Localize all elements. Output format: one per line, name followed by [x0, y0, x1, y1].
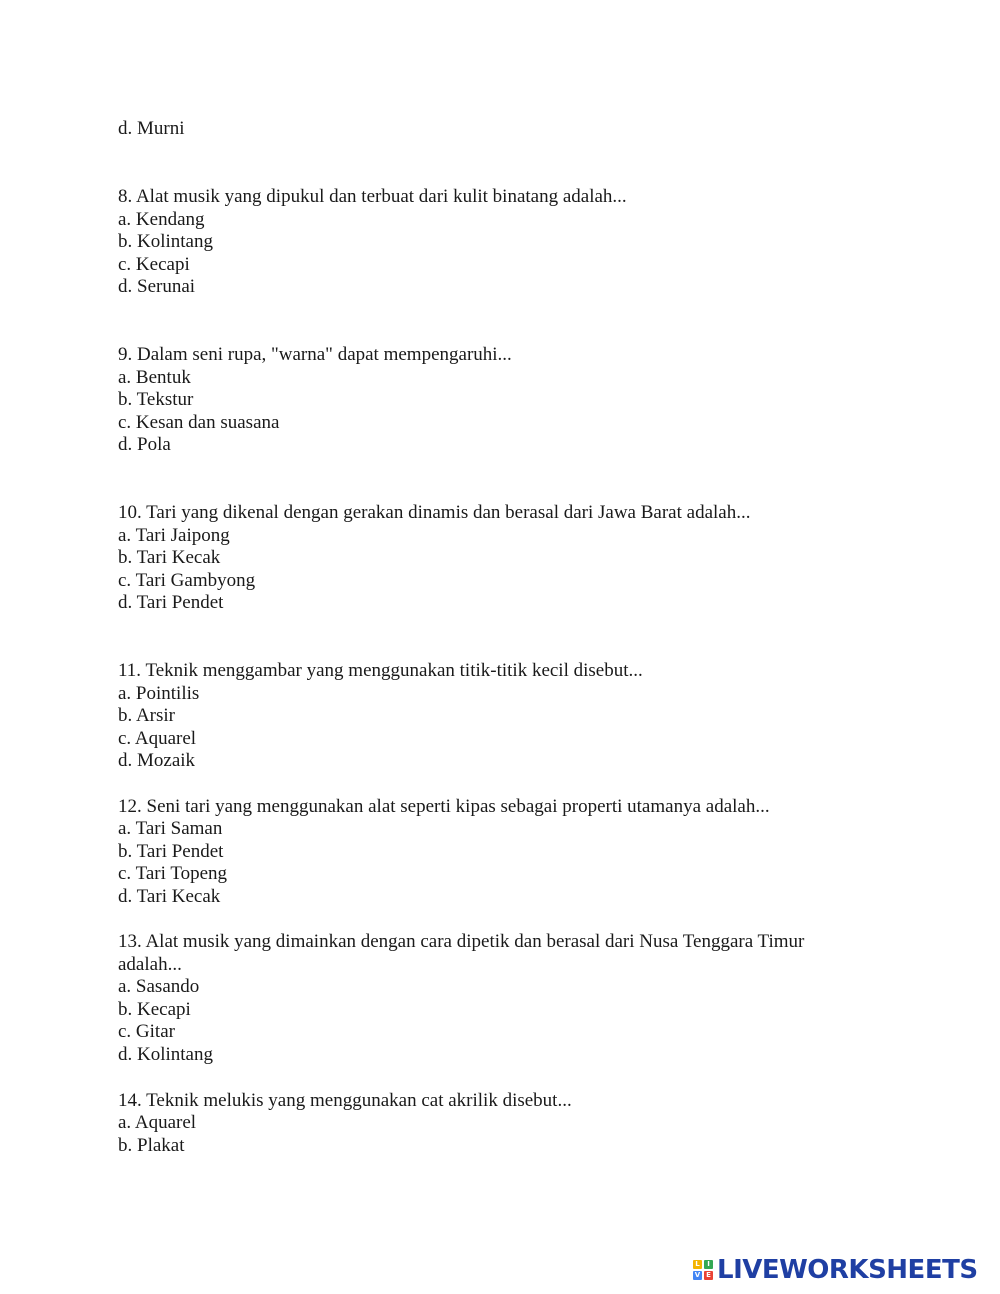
option-11d: d. Mozaik	[118, 750, 196, 771]
option-8d: d. Serunai	[118, 276, 196, 297]
option-14b: b. Plakat	[118, 1135, 185, 1156]
question-10: 10. Tari yang dikenal dengan gerakan dinamis dan berasal dari Jawa Barat adalah...	[118, 502, 751, 523]
option-14a: a. Aquarel	[118, 1112, 197, 1133]
option-9c: c. Kesan dan suasana	[118, 412, 280, 433]
option-9a: a. Bentuk	[118, 367, 191, 388]
option-10c: c. Tari Gambyong	[118, 570, 256, 591]
question-13: 13. Alat musik yang dimainkan dengan cara dipetik dan berasal dari Nusa Tenggara Timur	[118, 931, 805, 952]
option-12a: a. Tari Saman	[118, 818, 223, 839]
option-11c: c. Aquarel	[118, 728, 197, 749]
option-7d: d. Murni	[118, 118, 185, 139]
question-9: 9. Dalam seni rupa, "warna" dapat mempengaruhi...	[118, 344, 512, 365]
option-9b: b. Tekstur	[118, 389, 194, 410]
option-13a: a. Sasando	[118, 976, 200, 997]
option-9d: d. Pola	[118, 434, 171, 455]
option-12c: c. Tari Topeng	[118, 863, 228, 884]
option-12d: d. Tari Kecak	[118, 886, 221, 907]
question-11: 11. Teknik menggambar yang menggunakan titik-titik kecil disebut...	[118, 660, 643, 681]
option-10d: d. Tari Pendet	[118, 592, 224, 613]
logo-tile-e: E	[704, 1271, 713, 1280]
question-12: 12. Seni tari yang menggunakan alat seperti kipas sebagai properti utamanya adalah...	[118, 796, 770, 817]
option-8b: b. Kolintang	[118, 231, 213, 252]
option-11b: b. Arsir	[118, 705, 175, 726]
liveworksheets-logo	[693, 1255, 978, 1285]
option-11a: a. Pointilis	[118, 683, 200, 704]
option-13c: c. Gitar	[118, 1021, 175, 1042]
option-8a: a. Kendang	[118, 209, 205, 230]
logo-tile-i: I	[704, 1260, 713, 1269]
question-14: 14. Teknik melukis yang menggunakan cat akrilik disebut...	[118, 1090, 572, 1111]
option-8c: c. Kecapi	[118, 254, 190, 275]
question-8: 8. Alat musik yang dipukul dan terbuat dari kulit binatang adalah...	[118, 186, 627, 207]
option-10b: b. Tari Kecak	[118, 547, 221, 568]
option-13b: b. Kecapi	[118, 999, 191, 1020]
logo-tile-l: L	[693, 1260, 702, 1269]
option-10a: a. Tari Jaipong	[118, 525, 230, 546]
option-13d: d. Kolintang	[118, 1044, 213, 1065]
question-13-cont: adalah...	[118, 954, 182, 975]
option-12b: b. Tari Pendet	[118, 841, 224, 862]
logo-tile-v: V	[694, 1271, 701, 1279]
liveworksheets-logo-icon	[693, 1260, 713, 1280]
brand-name: LIVEWORKSHEETS	[717, 1255, 978, 1285]
